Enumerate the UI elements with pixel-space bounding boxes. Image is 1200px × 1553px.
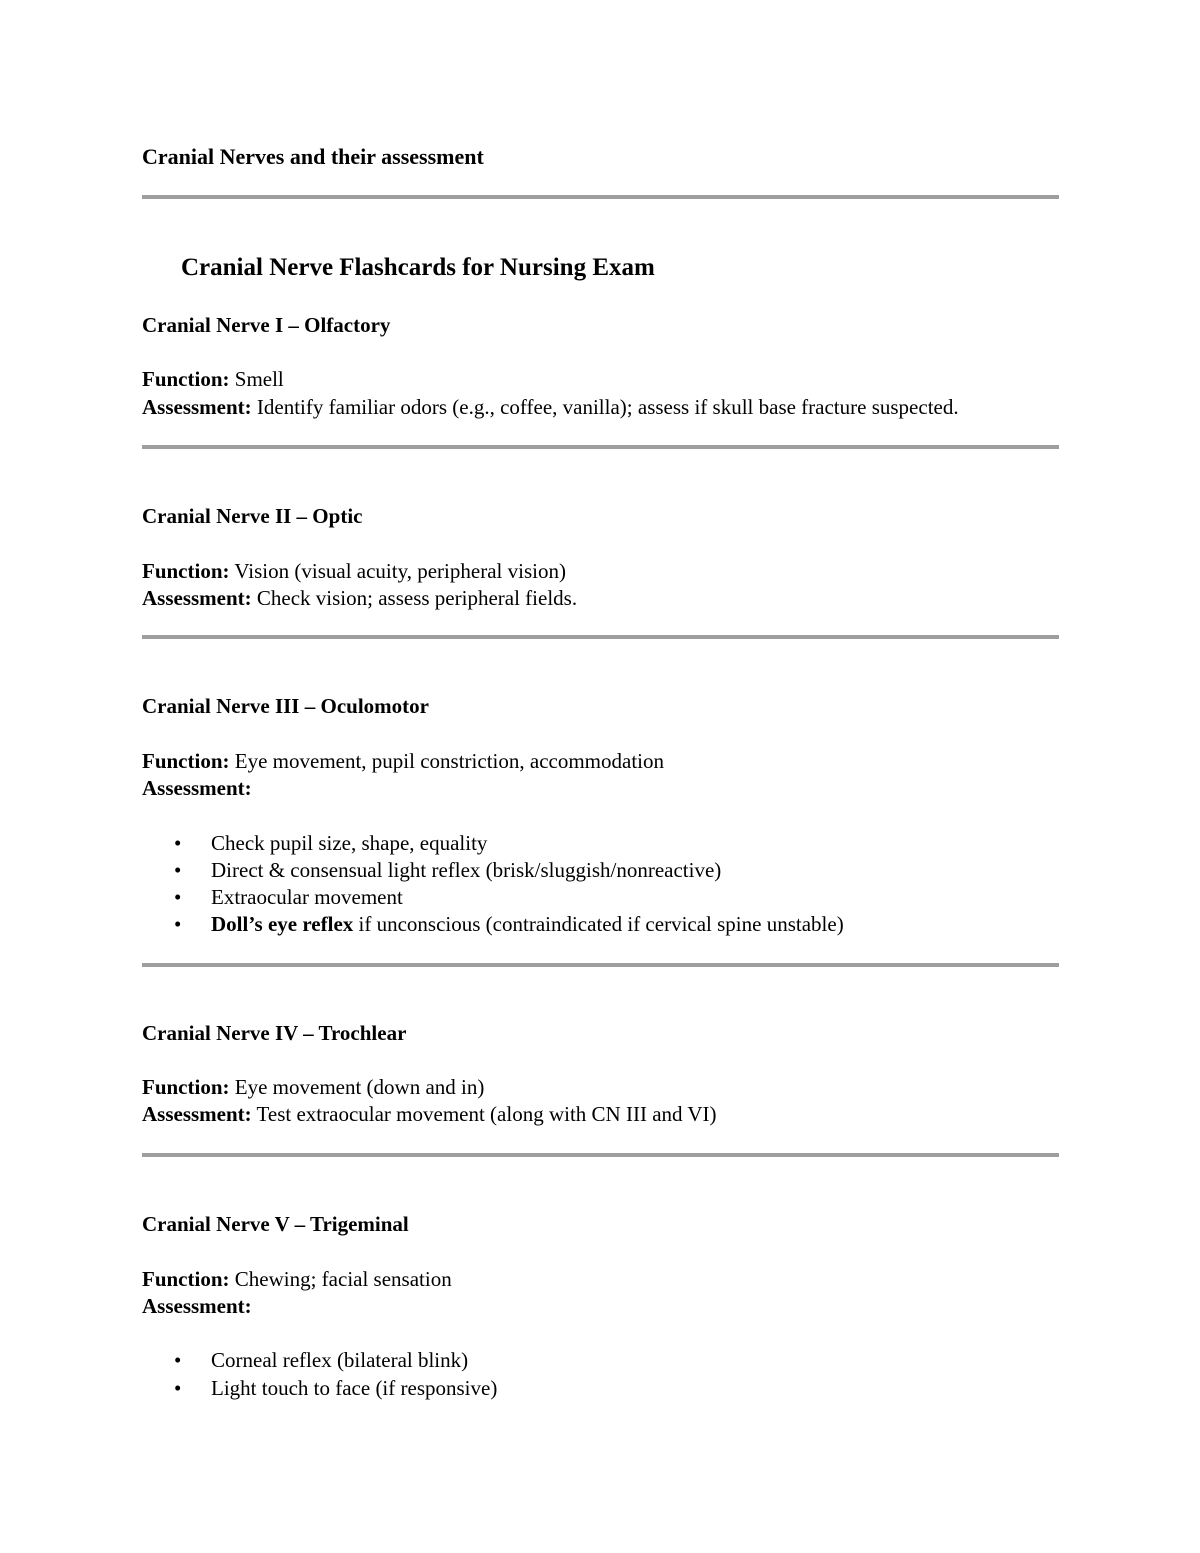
assessment-value: Identify familiar odors (e.g., coffee, vanilla); assess if skull base fracture suspected. (256, 395, 959, 419)
nerve-2-function (142, 558, 566, 584)
nerve-heading-3: Cranial Nerve III – Oculomotor (142, 694, 429, 718)
horizontal-rule (142, 1153, 1059, 1157)
list-item: Light touch to face (if responsive) (211, 1376, 498, 1400)
nerve-4-function (142, 1074, 484, 1100)
nerve-3-assessment (142, 775, 252, 801)
main-heading: Cranial Nerve Flashcards for Nursing Exam (181, 254, 655, 281)
bullet-icon: • (174, 885, 182, 909)
list-item: Extraocular movement (211, 885, 403, 909)
function-value: Eye movement (down and in) (234, 1075, 485, 1099)
assessment-label: Assessment: (142, 586, 252, 610)
function-value: Chewing; facial sensation (234, 1267, 452, 1291)
function-value: Vision (visual acuity, peripheral vision) (234, 559, 566, 583)
function-label: Function: (142, 749, 230, 773)
bullet-icon: • (174, 1376, 182, 1400)
nerve-4-assessment (142, 1101, 717, 1127)
horizontal-rule (142, 963, 1059, 967)
function-label: Function: (142, 1267, 230, 1291)
assessment-label: Assessment: (142, 1294, 252, 1318)
nerve-heading-1: Cranial Nerve I – Olfactory (142, 313, 391, 337)
function-value: Eye movement, pupil constriction, accommodation (234, 749, 664, 773)
nerve-2-assessment (142, 585, 577, 611)
nerve-5-assessment (142, 1293, 252, 1319)
horizontal-rule (142, 445, 1059, 449)
assessment-label: Assessment: (142, 1102, 252, 1126)
bullet-icon: • (174, 912, 182, 936)
bullet-icon: • (174, 858, 182, 882)
assessment-label: Assessment: (142, 776, 252, 800)
document-title: Cranial Nerves and their assessment (142, 144, 484, 169)
nerve-1-assessment (142, 394, 959, 420)
list-item: Check pupil size, shape, equality (211, 831, 488, 855)
list-item-text: if unconscious (contraindicated if cervical spine unstable) (353, 912, 844, 936)
horizontal-rule (142, 195, 1059, 199)
bullet-icon: • (174, 1348, 182, 1372)
dolls-eye-reflex-term: Doll’s eye reflex (211, 912, 354, 936)
assessment-value: Test extraocular movement (along with CN III and VI) (256, 1102, 717, 1126)
nerve-3-function (142, 748, 664, 774)
horizontal-rule (142, 635, 1059, 639)
assessment-label: Assessment: (142, 395, 252, 419)
assessment-value: Check vision; assess peripheral fields. (256, 586, 578, 610)
function-label: Function: (142, 1075, 230, 1099)
nerve-5-function (142, 1266, 452, 1292)
list-item: Direct & consensual light reflex (brisk/sluggish/nonreactive) (211, 858, 722, 882)
function-label: Function: (142, 367, 230, 391)
nerve-heading-5: Cranial Nerve V – Trigeminal (142, 1212, 409, 1236)
nerve-1-function (142, 366, 284, 392)
function-label: Function: (142, 559, 230, 583)
nerve-heading-4: Cranial Nerve IV – Trochlear (142, 1021, 407, 1045)
nerve-heading-2: Cranial Nerve II – Optic (142, 504, 363, 528)
list-item: Corneal reflex (bilateral blink) (211, 1348, 469, 1372)
list-item (211, 911, 844, 937)
bullet-icon: • (174, 831, 182, 855)
function-value: Smell (234, 367, 284, 391)
